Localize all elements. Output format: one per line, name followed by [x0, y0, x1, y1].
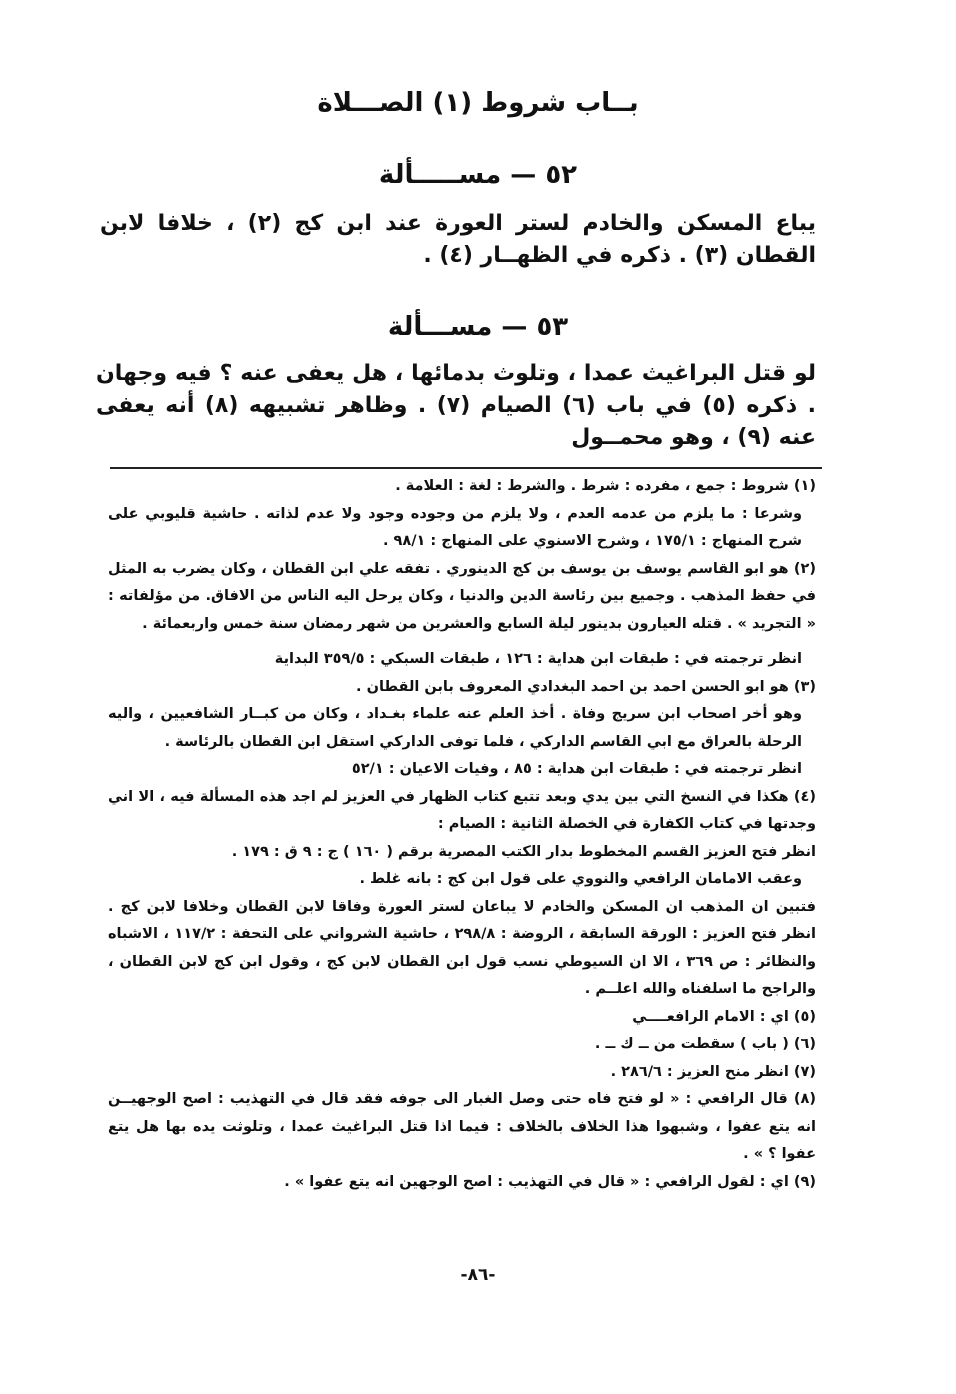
footnote-2-reference: انظر ترجمته في : طبقات ابن هداية : ١٢٦ ، طبقات السبكي : ٣٥٩/٥ البداية: [274, 651, 802, 667]
footnotes: [108, 473, 816, 1196]
footnote-6: (٦) ( باب ) سقطت من ــ ك ــ .: [594, 1036, 816, 1052]
footnote-5: (٥) اي : الامام الرافعــــي: [632, 1008, 816, 1025]
footnote-4-comment: وعقب الامامان الرافعي والنووي على قول ابن كج : بانه غلط .: [359, 871, 802, 887]
footnote-3-continued: وهو أخر اصحاب ابن سريج وفاة . أخذ العلم عنه علماء بغـداد ، وكان من كبــار الشافعيين ، واليه الرحلة بالعراق مع ابي القاسم الداركي ، فلما توفى الداركي استقل ابن القطان بالرئاسة .: [108, 706, 802, 750]
issue-53-title: ٥٣ — مســـألة: [387, 312, 569, 342]
footnote-separator: [110, 467, 822, 469]
footnote-1-continued: وشرعا : ما يلزم من عدمه العدم ، ولا يلزم من وجوده وجود ولا عدم لذاته . حاشية قليوبي على شرح المنهاج : ١٧٥/١ ، وشرح الاسنوي على المنهاج : ٩٨/١ .: [108, 505, 802, 549]
footnote-3-reference: انظر ترجمته في : طبقات ابن هداية : ٨٥ ، وفيات الاعيان : ٥٢/١: [351, 761, 802, 777]
footnote-8: (٨) قال الرافعي : « لو فتح فاه حتى وصل الغبار الى جوفه فقد قال في التهذيب : اصح الوجهيــن انه يتع عفوا ، وشبهوا هذا الخلاف بالخلاف : فيما اذا قتل البراغيث عمدا ، وتلوثت يده بها هل يتع عفوا ؟ » .: [108, 1091, 816, 1162]
footnote-4: (٤) هكذا في النسخ التي بين يدي وبعد تتبع كتاب الظهار في العزيز لم اجد هذه المسألة فيه ، الا اني وجدتها في كتاب الكفارة في الخصلة الثانية : الصيام :: [108, 788, 816, 832]
footnote-1: (١) شروط : جمع ، مفرده : شرط . والشرط : لغة : العلامة .: [395, 478, 816, 494]
issue-52-text: يباع المسكن والخادم لستر العورة عند ابن كج (٢) ، خلافا لابن القطان (٣) . ذكره في الظهــار (٤) .: [100, 211, 817, 268]
footnote-3: (٣) هو ابو الحسن احمد بن احمد البغدادي المعروف بابن القطان .: [356, 678, 816, 695]
chapter-title: بــاب شروط (١) الصـــلاة: [317, 88, 639, 118]
page-number: -٨٦-: [460, 1265, 496, 1285]
footnote-7: (٧) انظر منح العزيز : ٢٨٦/٦ .: [610, 1063, 816, 1080]
footnote-4-conclusion: فتبين ان المذهب ان المسكن والخادم لا يباعان لستر العورة وفاقا لابن القطان وخلافا لابن كج . انظر فتح العزيز : الورقة السابقة ، الروضة : ٢٩٨/٨ ، حاشية الشرواني على التحفة : ١١٧/٢ ، الاشباه والنظائر : ص ٣٦٩ ، الا ان السيوطي نسب قول ابن القطان لابن كج ، وقول ابن كج لابن القطان ، والراجح ما اسلفناه والله اعلــم .: [108, 898, 817, 997]
footnote-9: (٩) اي : لقول الرافعي : « قال في التهذيب : اصح الوجهين انه يتع عفوا » .: [284, 1173, 816, 1190]
footnote-2: (٢) هو ابو القاسم يوسف بن يوسف بن كج الدينوري . تفقه علي ابن القطان ، وكان يضرب به المثل في حفظ المذهب . وجميع بين رئاسة الدين والدنيا ، وكان يرحل اليه الناس من الافاق. من مؤلفاته : « التجريد » . قتله العيارون بدينور ليلة السابع والعشرين من شهر رمضان سنة خمس واربعمائة .: [108, 560, 816, 632]
footnote-4-reference: انظر فتح العزيز القسم المخطوط بدار الكتب المصرية برقم ( ١٦٠ ) ج : ٩ ق : ١٧٩ .: [231, 843, 816, 860]
issue-52-title: ٥٢ — مســـــألة: [378, 160, 578, 190]
issue-53-text: لو قتل البراغيث عمدا ، وتلوث بدمائها ، هل يعفى عنه ؟ فيه وجهان . ذكره (٥) في باب (٦) الصيام (٧) . وظاهر تشبيهه (٨) أنه يعفى عنه (٩) ، وهو محمــول: [96, 361, 816, 450]
